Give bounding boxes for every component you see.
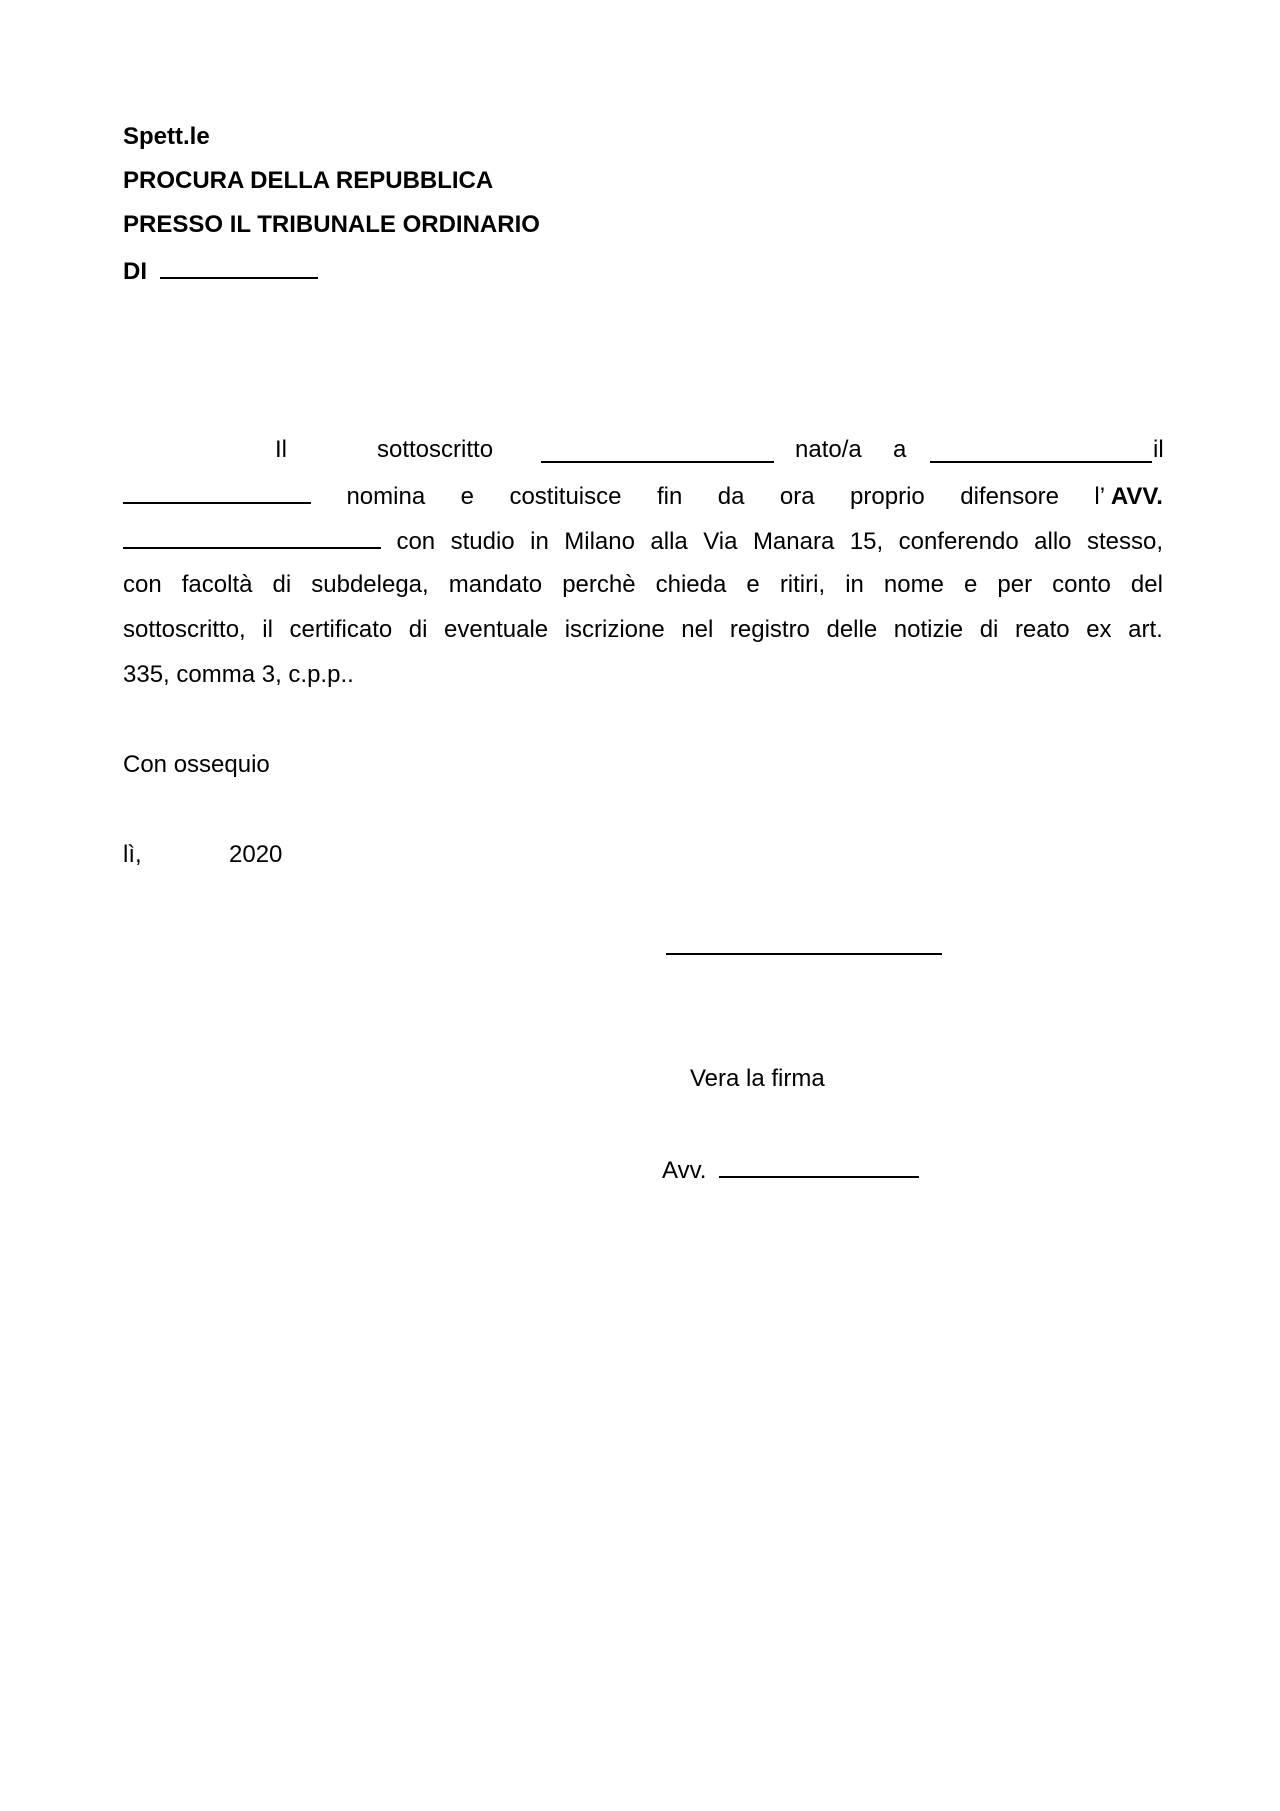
body-row-2 xyxy=(123,480,1163,510)
word: iscrizione xyxy=(564,616,665,643)
word-article xyxy=(1094,482,1162,512)
word: di xyxy=(408,616,428,643)
word-il: Il xyxy=(275,436,287,463)
word: stesso, xyxy=(1086,528,1163,555)
word: per xyxy=(997,571,1033,598)
city-blank-field[interactable] xyxy=(160,255,318,279)
lawyer-name-blank-field[interactable] xyxy=(123,525,381,549)
lawyer-label: Avv. xyxy=(662,1157,707,1184)
word: alla xyxy=(650,528,688,555)
word-nato: nato/a xyxy=(795,436,862,463)
word: delle xyxy=(826,616,878,643)
lawyer-signature-line xyxy=(662,1154,919,1186)
word: nomina xyxy=(346,483,426,510)
date-year: 2020 xyxy=(229,841,283,868)
word: con xyxy=(396,528,436,555)
word: subdelega, xyxy=(311,571,429,598)
lawyer-signature-blank-field[interactable] xyxy=(719,1154,919,1178)
word: reato xyxy=(1014,616,1070,643)
word-sottoscritto: sottoscritto xyxy=(377,436,494,463)
word: perchè xyxy=(562,571,636,598)
addressee-city-label: DI xyxy=(123,258,147,285)
word: in xyxy=(845,571,864,598)
signature-verification-label: Vera la firma xyxy=(690,1065,825,1092)
word: difensore xyxy=(960,483,1059,510)
word: Milano xyxy=(564,528,635,555)
word: ex xyxy=(1086,616,1112,643)
word: registro xyxy=(729,616,810,643)
word: da xyxy=(717,483,745,510)
word: e xyxy=(460,483,474,510)
word: Manara xyxy=(752,528,835,555)
addressee-office: PROCURA DELLA REPUBBLICA xyxy=(123,167,494,194)
word: eventuale xyxy=(444,616,549,643)
word: chieda xyxy=(655,571,727,598)
word: art. xyxy=(1128,616,1163,643)
body-row-5 xyxy=(123,615,1163,645)
word: facoltà xyxy=(181,571,253,598)
word: in xyxy=(530,528,549,555)
word: di xyxy=(272,571,292,598)
word: di xyxy=(979,616,999,643)
word: conferendo xyxy=(898,528,1019,555)
addressee-salutation: Spett.le xyxy=(123,123,210,150)
word: ora xyxy=(779,483,815,510)
addressee-city-line xyxy=(123,255,318,287)
body-row-4 xyxy=(123,570,1163,600)
name-blank-field[interactable] xyxy=(541,439,774,463)
word-l: l’ xyxy=(1094,483,1105,510)
word: con xyxy=(123,571,162,598)
birthplace-blank-field[interactable] xyxy=(930,439,1152,463)
word: il xyxy=(262,616,273,643)
word-a: a xyxy=(893,436,907,463)
word: certificato xyxy=(289,616,393,643)
word: conto xyxy=(1052,571,1111,598)
word: nel xyxy=(681,616,714,643)
word: sottoscritto, xyxy=(123,616,246,643)
word-il-date: il xyxy=(1153,436,1164,463)
body-row-1 xyxy=(123,435,1163,465)
word: e xyxy=(964,571,978,598)
word: mandato xyxy=(448,571,543,598)
word: studio xyxy=(450,528,515,555)
word-avv: AVV. xyxy=(1110,483,1163,510)
addressee-court: PRESSO IL TRIBUNALE ORDINARIO xyxy=(123,211,540,238)
word: fin xyxy=(656,483,683,510)
word: Via xyxy=(703,528,738,555)
word: costituisce xyxy=(509,483,622,510)
word: nome xyxy=(883,571,944,598)
date-place-label: lì, xyxy=(123,841,142,868)
body-row-6: 335, comma 3, c.p.p.. xyxy=(123,661,354,688)
closing-greeting: Con ossequio xyxy=(123,751,270,778)
word: allo xyxy=(1034,528,1072,555)
word: ritiri, xyxy=(779,571,826,598)
birthdate-blank-field[interactable] xyxy=(123,480,311,504)
word: del xyxy=(1130,571,1163,598)
word: notizie xyxy=(893,616,964,643)
word: 15, xyxy=(849,528,884,555)
word: proprio xyxy=(850,483,925,510)
word: e xyxy=(746,571,760,598)
client-signature-line[interactable] xyxy=(666,953,942,955)
body-row-3 xyxy=(123,525,1163,555)
